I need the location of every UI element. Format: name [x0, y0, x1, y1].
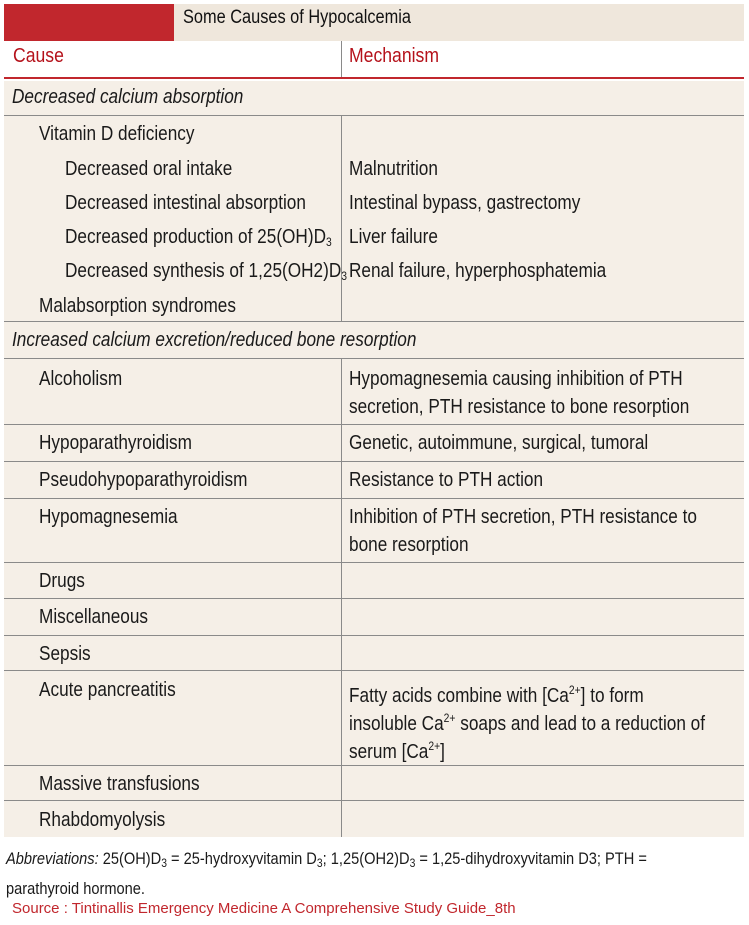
- row-divider: [4, 670, 744, 671]
- mechanism-hypomagnesemia-line1: Inhibition of PTH secretion, PTH resistance to: [349, 506, 697, 528]
- cause-hypomagnesemia: Hypomagnesemia: [39, 506, 178, 528]
- cause-miscellaneous: Miscellaneous: [39, 606, 148, 628]
- row-divider: [4, 598, 744, 599]
- cause-vitamin-d-deficiency: Vitamin D deficiency: [39, 123, 195, 145]
- section-heading-absorption: Decreased calcium absorption: [12, 86, 244, 108]
- mechanism-hypomagnesemia-line2: bone resorption: [349, 534, 469, 556]
- cause-sepsis: Sepsis: [39, 643, 91, 665]
- abbreviations-note: Abbreviations: $25(OH)D_3$ = 25-hydroxyvitamin $D_3$; $1,25(OH2)D_3$ = 1,25-dihydroxyvitamin D3; PTH = parathyroid hormone.: [6, 849, 647, 898]
- mechanism-renal-failure: Renal failure, hyperphosphatemia: [349, 260, 607, 282]
- cause-hypoparathyroidism: Hypoparathyroidism: [39, 432, 192, 454]
- row-divider: [4, 461, 744, 462]
- cause-decreased-oral-intake: Decreased oral intake: [65, 158, 233, 180]
- cause-drugs: Drugs: [39, 570, 85, 592]
- mechanism-malnutrition: Malnutrition: [349, 158, 438, 180]
- mechanism-alcoholism-line1: Hypomagnesemia causing inhibition of PTH: [349, 368, 683, 390]
- row-divider: [4, 358, 744, 359]
- mechanism-pancreatitis-line1: Fatty acids combine with $[Ca^{2+}]$ to form: [349, 683, 644, 707]
- row-divider: [4, 800, 744, 801]
- cause-decreased-intestinal-absorption: Decreased intestinal absorption: [65, 192, 306, 214]
- cause-decreased-production-25ohd3: Decreased production of $25(OH)D_3$: [65, 226, 332, 249]
- cause-malabsorption-syndromes: Malabsorption syndromes: [39, 295, 236, 317]
- header-rule: [4, 77, 744, 79]
- mechanism-pseudohypoparathyroidism: Resistance to PTH action: [349, 469, 544, 491]
- table-title: Some Causes of Hypocalcemia: [183, 7, 411, 28]
- mechanism-liver-failure: Liver failure: [349, 226, 438, 248]
- row-divider: [4, 498, 744, 499]
- column-divider: [341, 115, 342, 321]
- row-divider: [4, 115, 744, 116]
- cause-decreased-synthesis-125oh2d3: Decreased synthesis of $1,25(OH2)D_3$: [65, 260, 348, 283]
- mechanism-alcoholism-line2: secretion, PTH resistance to bone resorption: [349, 396, 690, 418]
- column-header-cause: Cause: [13, 45, 64, 67]
- header-divider: [341, 41, 342, 78]
- mechanism-pancreatitis-line2: insoluble $Ca^{2+}$ soaps and lead to a reduction of: [349, 711, 706, 735]
- mechanism-hypoparathyroidism: Genetic, autoimmune, surgical, tumoral: [349, 432, 649, 454]
- row-divider: [4, 562, 744, 563]
- row-divider: [4, 321, 744, 322]
- cause-massive-transfusions: Massive transfusions: [39, 773, 200, 795]
- source-citation: Source : Tintinallis Emergency Medicine A Comprehensive Study Guide_8th: [12, 900, 516, 917]
- cause-acute-pancreatitis: Acute pancreatitis: [39, 679, 176, 701]
- cause-pseudohypoparathyroidism: Pseudohypoparathyroidism: [39, 469, 248, 491]
- title-accent-block: [4, 4, 174, 41]
- cause-rhabdomyolysis: Rhabdomyolysis: [39, 809, 166, 831]
- section-heading-excretion: Increased calcium excretion/reduced bone resorption: [12, 329, 417, 351]
- cause-alcoholism: Alcoholism: [39, 368, 123, 390]
- row-divider: [4, 635, 744, 636]
- column-header-mechanism: Mechanism: [349, 45, 439, 67]
- row-divider: [4, 765, 744, 766]
- mechanism-pancreatitis-line3: serum $[Ca^{2+}]$: [349, 739, 445, 763]
- mechanism-intestinal-bypass: Intestinal bypass, gastrectomy: [349, 192, 581, 214]
- row-divider: [4, 424, 744, 425]
